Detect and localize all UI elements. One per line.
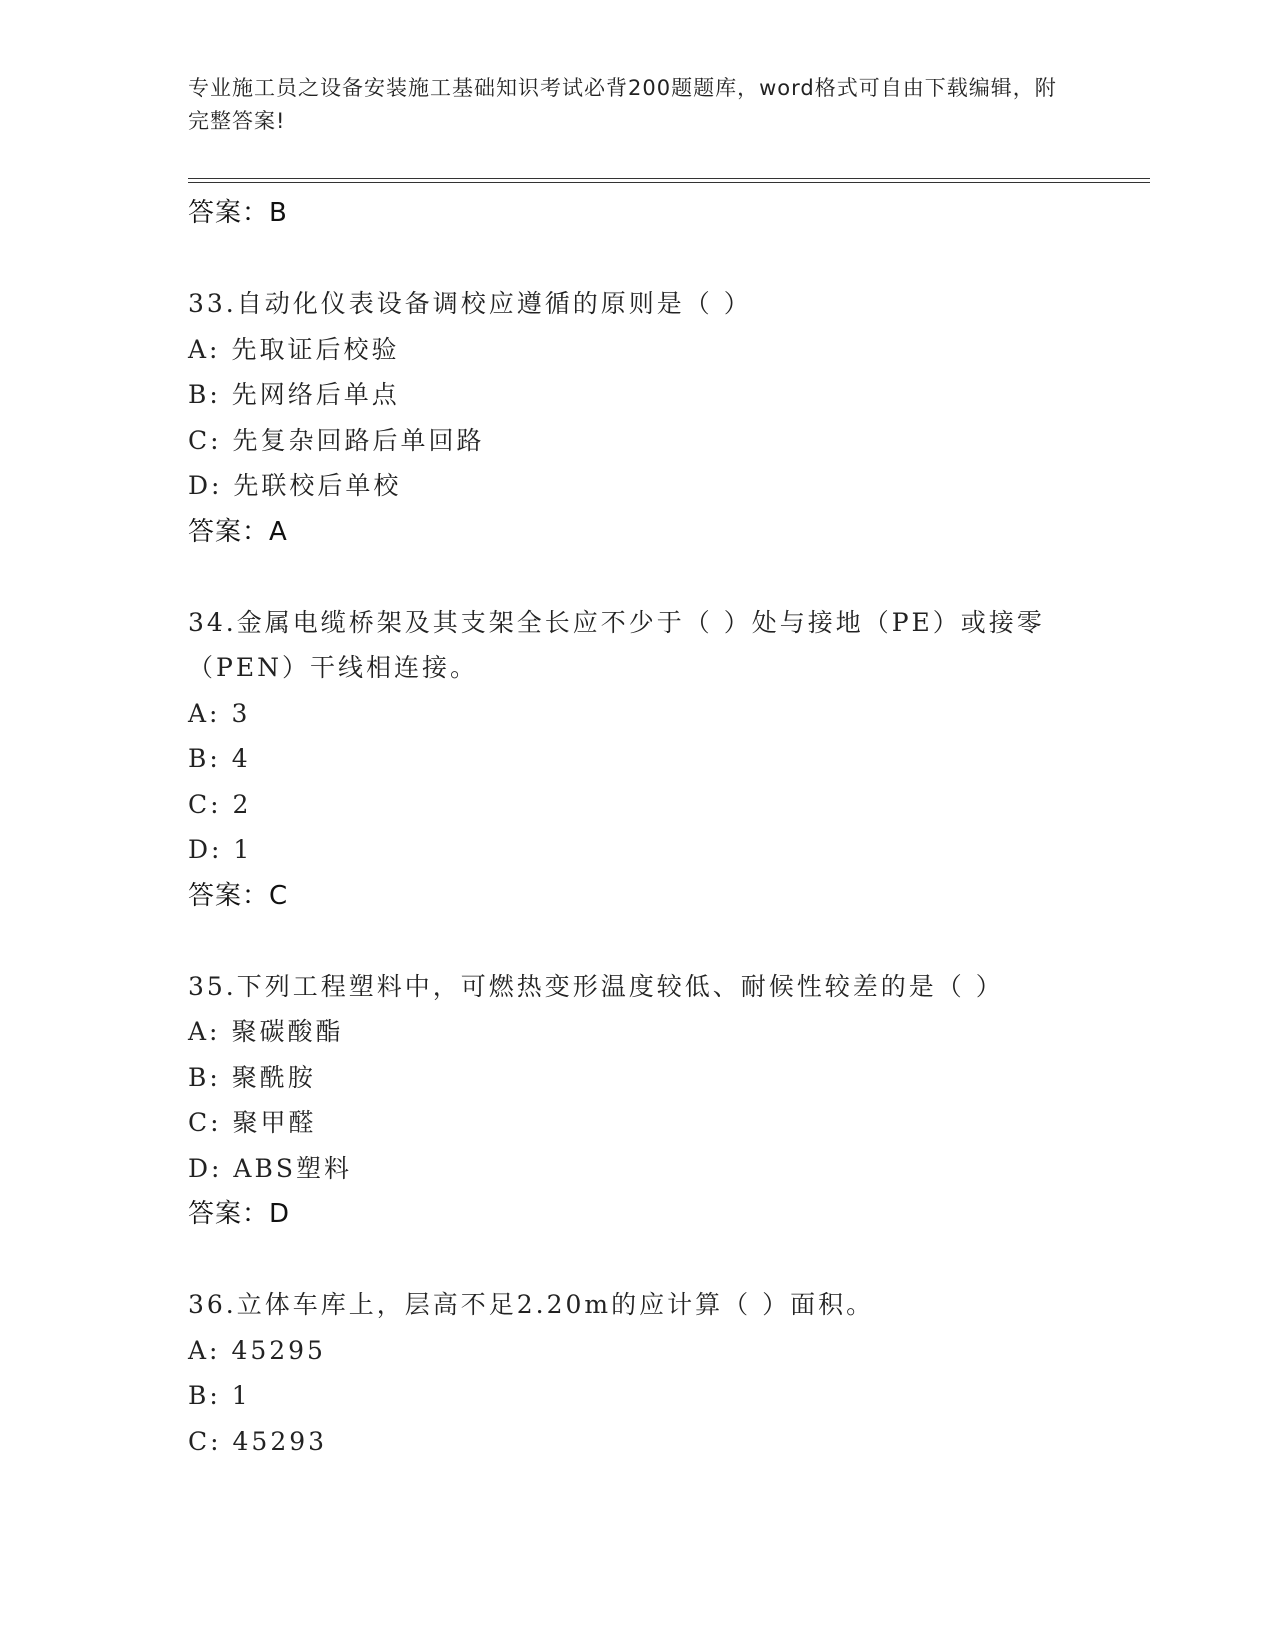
option-a	[188, 1328, 1128, 1374]
option-letter: D:	[188, 1153, 223, 1183]
prev-answer	[188, 190, 1128, 236]
header-divider-thin	[188, 178, 1150, 179]
option-letter: C:	[188, 1426, 222, 1456]
question-number: 34.	[188, 607, 237, 637]
option-text: 2	[232, 789, 252, 819]
option-a	[188, 1009, 1128, 1055]
option-c	[188, 418, 1128, 464]
option-letter: D:	[188, 471, 223, 500]
option-text: 聚甲醛	[232, 1108, 317, 1137]
question-stem: 自动化仪表设备调校应遵循的原则是（ ）	[236, 289, 752, 318]
option-text: 先网络后单点	[231, 380, 400, 409]
option-d	[188, 1146, 1128, 1192]
option-letter: B:	[188, 1381, 221, 1410]
option-text: 45295	[231, 1335, 326, 1365]
option-d	[188, 463, 1128, 509]
option-letter: A:	[188, 698, 221, 728]
answer-value: C	[269, 880, 289, 911]
option-letter: C:	[188, 1108, 222, 1137]
answer-value: B	[269, 198, 288, 228]
option-b	[188, 736, 1128, 782]
option-text: 先复杂回路后单回路	[232, 425, 485, 455]
question-text	[188, 964, 1128, 1010]
question-number: 33.	[188, 289, 237, 318]
option-letter: B:	[188, 744, 221, 773]
option-text: 45293	[232, 1426, 328, 1456]
spacer	[188, 919, 1128, 964]
option-letter: A:	[188, 1017, 221, 1046]
question-block	[188, 964, 1128, 1238]
question-block	[188, 1282, 1128, 1464]
option-text: ABS塑料	[233, 1153, 352, 1183]
spacer	[188, 555, 1128, 600]
option-text: 聚酰胺	[231, 1062, 316, 1092]
option-letter: B:	[188, 1062, 221, 1092]
question-stem: 立体车库上，层高不足2.20m的应计算（ ）面积。	[236, 1290, 875, 1319]
option-letter: A:	[188, 1335, 221, 1365]
option-a	[188, 691, 1128, 737]
option-letter: D:	[188, 835, 223, 864]
document-header: 专业施工员之设备安装施工基础知识考试必背200题题库，word格式可自由下载编辑，附完整答案!	[188, 76, 1057, 133]
option-letter: B:	[188, 380, 221, 409]
question-number: 36.	[188, 1290, 237, 1319]
question-number: 35.	[188, 971, 237, 1001]
option-b	[188, 1373, 1128, 1419]
question-stem: 金属电缆桥架及其支架全长应不少于（ ）处与接地（PE）或接零（PEN）干线相连接。	[188, 607, 1045, 682]
option-d	[188, 827, 1128, 873]
option-b	[188, 372, 1128, 418]
option-text: 4	[231, 744, 251, 773]
question-answer	[188, 873, 1128, 919]
spacer	[188, 236, 1128, 281]
option-a	[188, 327, 1128, 373]
question-answer	[188, 1191, 1128, 1237]
option-text: 1	[233, 835, 253, 864]
option-letter: A:	[188, 334, 221, 364]
header-divider-thick	[188, 182, 1150, 183]
option-c	[188, 1419, 1128, 1465]
option-c	[188, 782, 1128, 828]
option-letter: C:	[188, 425, 222, 455]
option-b	[188, 1055, 1128, 1101]
answer-value: A	[269, 516, 288, 547]
question-text	[188, 1282, 1128, 1328]
question-text	[188, 600, 1128, 691]
question-block	[188, 600, 1128, 919]
option-text: 1	[231, 1381, 251, 1410]
option-letter: C:	[188, 789, 222, 819]
question-block	[188, 281, 1128, 555]
answer-label: 答案：	[188, 1199, 270, 1229]
answer-value: D	[269, 1199, 291, 1229]
question-list	[188, 190, 1128, 1464]
option-text: 先取证后校验	[231, 334, 400, 364]
answer-label: 答案：	[188, 198, 270, 228]
question-text	[188, 281, 1128, 327]
question-answer	[188, 509, 1128, 555]
question-stem: 下列工程塑料中，可燃热变形温度较低、耐候性较差的是（ ）	[236, 971, 1004, 1001]
answer-label: 答案：	[188, 880, 270, 911]
option-text: 3	[231, 698, 251, 728]
option-text: 聚碳酸酯	[231, 1017, 344, 1046]
spacer	[188, 1237, 1128, 1282]
option-text: 先联校后单校	[233, 471, 402, 500]
option-c	[188, 1100, 1128, 1146]
answer-label: 答案：	[188, 516, 270, 547]
